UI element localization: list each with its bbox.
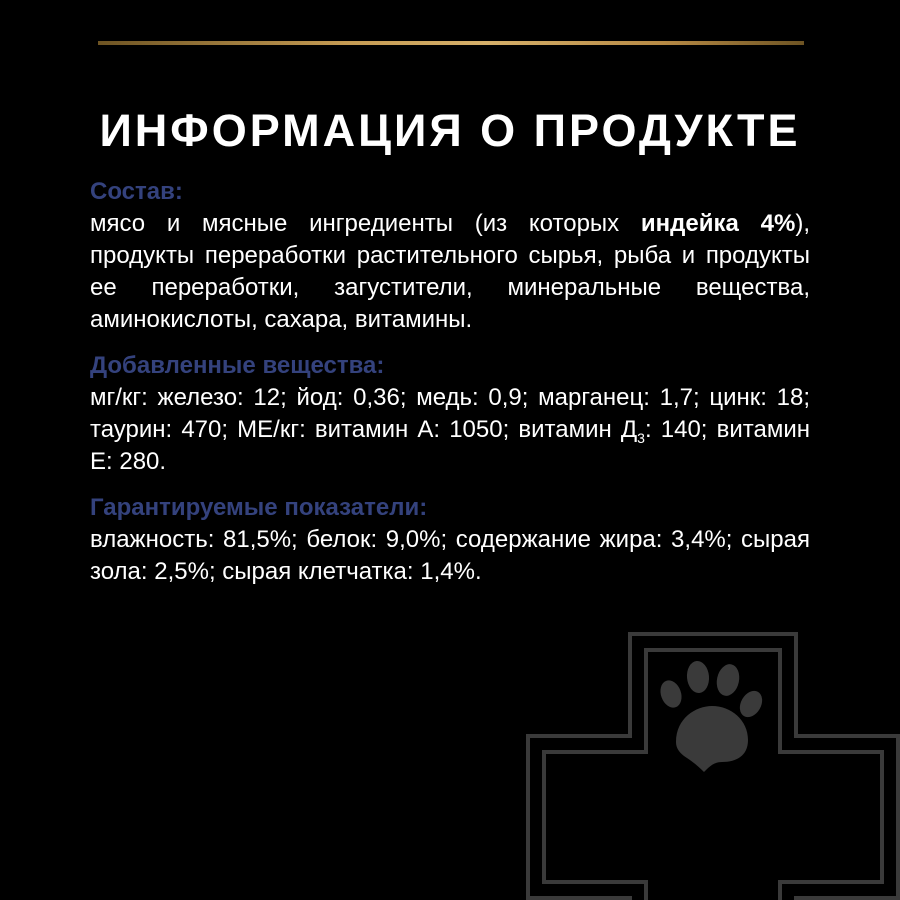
gold-divider: [98, 41, 804, 45]
composition-text: [90, 208, 810, 336]
composition-highlight: индейка 4%: [640, 210, 796, 237]
additives-text-start: мг/кг: железо: 12; йод: 0,36; медь: 0,9; марганец: 1,7; цинк: 18; таурин: 470; МЕ/кг: витамин А: 1050; витамин Д: [90, 384, 810, 443]
composition-text-end: ), продукты переработки растительного сырья, рыба и продукты ее переработки, загустители, минеральные вещества, аминокислоты, сахара, витамины.: [90, 210, 810, 333]
composition-heading: Состав:: [90, 178, 183, 205]
product-info-content: [90, 176, 810, 602]
guaranteed-section: [90, 492, 810, 588]
composition-text-start: мясо и мясные ингредиенты (из которых: [90, 210, 641, 237]
paw-cross-icon: [526, 632, 900, 900]
additives-text-end: : 140; витамин Е: 280.: [90, 416, 810, 475]
additives-text: [90, 382, 810, 478]
page-title: ИНФОРМАЦИЯ О ПРОДУКТЕ: [99, 105, 801, 157]
vitamin-d-subscript: 3: [637, 430, 645, 446]
additives-heading: Добавленные вещества:: [90, 352, 385, 379]
paw-print-icon: [657, 660, 767, 772]
composition-section: [90, 176, 810, 336]
guaranteed-text: влажность: 81,5%; белок: 9,0%; содержание жира: 3,4%; сырая зола: 2,5%; сырая клетчатка: 1,4%.: [90, 526, 810, 585]
cross-outer-outline: [528, 634, 898, 900]
cross-inner-outline: [544, 650, 882, 900]
guaranteed-heading: Гарантируемые показатели:: [90, 494, 428, 521]
additives-section: [90, 350, 810, 478]
